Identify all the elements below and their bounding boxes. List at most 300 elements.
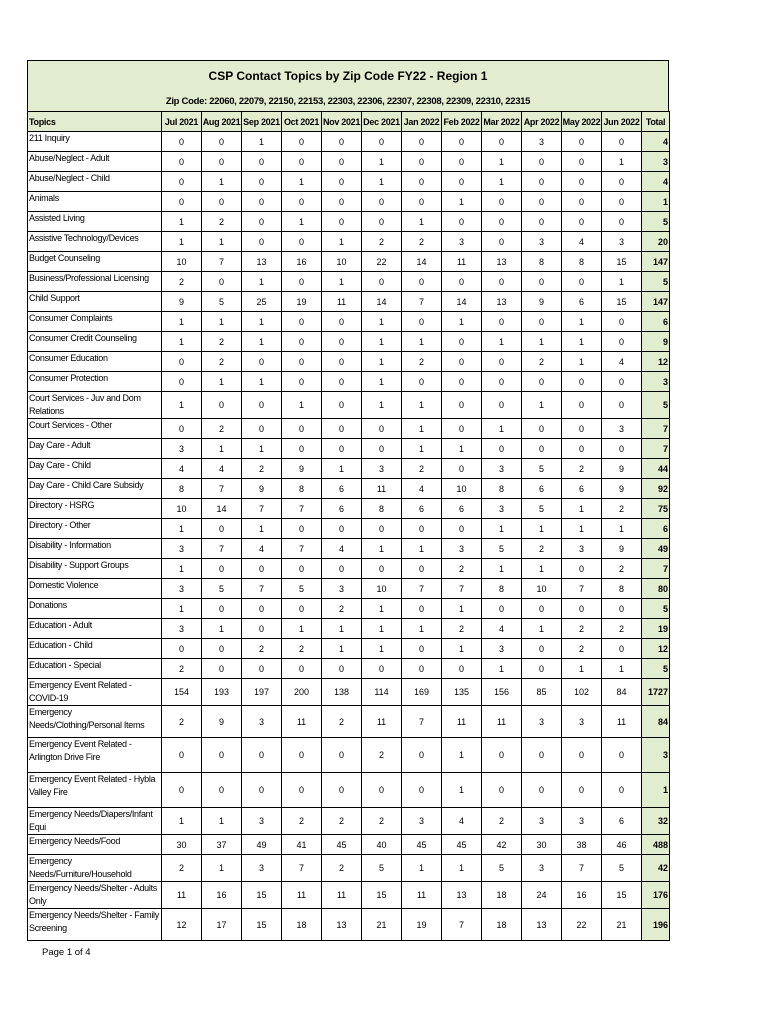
month-value-cell: 3 (162, 619, 202, 639)
month-value-cell: 0 (602, 639, 642, 659)
month-value-cell: 3 (562, 808, 602, 835)
month-value-cell: 1 (202, 172, 242, 192)
month-value-cell: 2 (322, 855, 362, 882)
month-value-cell: 2 (562, 639, 602, 659)
month-value-cell: 7 (402, 579, 442, 599)
month-value-cell: 0 (282, 419, 322, 439)
topic-cell: Consumer Credit Counseling (28, 332, 162, 352)
zip-code-list: Zip Code: 22060, 22079, 22150, 22153, 22303, 22306, 22307, 22308, 22309, 22310, 22315 (165, 96, 531, 107)
topic-cell: Assisted Living (28, 212, 162, 232)
month-value-cell: 1 (242, 372, 282, 392)
month-value-cell: 19 (402, 909, 442, 941)
total-cell: 176 (642, 882, 670, 909)
month-value-cell: 0 (242, 392, 282, 419)
month-value-cell: 16 (562, 882, 602, 909)
month-value-cell: 14 (402, 252, 442, 272)
month-value-cell: 0 (242, 738, 282, 773)
topic-cell: Emergency Needs/Shelter - Adults Only (28, 882, 162, 909)
month-value-cell: 193 (202, 679, 242, 706)
month-value-cell: 0 (322, 519, 362, 539)
month-value-cell: 13 (242, 252, 282, 272)
topic-cell: Day Care - Adult (28, 439, 162, 459)
month-value-cell: 0 (522, 372, 562, 392)
month-value-cell: 0 (322, 659, 362, 679)
month-value-cell: 2 (242, 639, 282, 659)
column-header-month: Jun 2022 (602, 112, 642, 132)
table-row (28, 272, 670, 292)
month-value-cell: 154 (162, 679, 202, 706)
table-row (28, 679, 670, 706)
month-value-cell: 1 (602, 519, 642, 539)
month-value-cell: 1 (362, 352, 402, 372)
month-value-cell: 0 (442, 519, 482, 539)
month-value-cell: 3 (602, 232, 642, 252)
month-value-cell: 0 (442, 459, 482, 479)
month-value-cell: 10 (442, 479, 482, 499)
month-value-cell: 0 (602, 392, 642, 419)
table-row (28, 519, 670, 539)
month-value-cell: 1 (162, 212, 202, 232)
month-value-cell: 0 (402, 519, 442, 539)
month-value-cell: 1 (482, 152, 522, 172)
month-value-cell: 0 (362, 559, 402, 579)
month-value-cell: 7 (282, 539, 322, 559)
month-value-cell: 9 (162, 292, 202, 312)
month-value-cell: 0 (442, 132, 482, 152)
column-header-month: Mar 2022 (482, 112, 522, 132)
month-value-cell: 1 (402, 332, 442, 352)
month-value-cell: 1 (362, 539, 402, 559)
month-value-cell: 10 (362, 579, 402, 599)
table-row (28, 252, 670, 272)
month-value-cell: 0 (362, 192, 402, 212)
month-value-cell: 7 (282, 499, 322, 519)
month-value-cell: 0 (282, 272, 322, 292)
month-value-cell: 0 (362, 419, 402, 439)
total-cell: 9 (642, 332, 670, 352)
month-value-cell: 0 (482, 212, 522, 232)
topic-cell: Court Services - Juv and Dom Relations (28, 392, 162, 419)
column-header-month: Jul 2021 (162, 112, 202, 132)
month-value-cell: 1 (362, 599, 402, 619)
topic-cell: Directory - Other (28, 519, 162, 539)
month-value-cell: 0 (522, 152, 562, 172)
month-value-cell: 2 (602, 559, 642, 579)
month-value-cell: 5 (602, 855, 642, 882)
month-value-cell: 0 (562, 272, 602, 292)
table-row (28, 559, 670, 579)
month-value-cell: 2 (562, 459, 602, 479)
month-value-cell: 9 (242, 479, 282, 499)
table-row (28, 599, 670, 619)
month-value-cell: 3 (242, 706, 282, 738)
topic-cell: Day Care - Child Care Subsidy (28, 479, 162, 499)
table-row (28, 639, 670, 659)
total-cell: 19 (642, 619, 670, 639)
month-value-cell: 4 (482, 619, 522, 639)
month-value-cell: 2 (482, 808, 522, 835)
month-value-cell: 19 (282, 292, 322, 312)
table-row (28, 419, 670, 439)
month-value-cell: 37 (202, 835, 242, 855)
month-value-cell: 8 (482, 579, 522, 599)
total-cell: 1 (642, 773, 670, 808)
month-value-cell: 1 (362, 619, 402, 639)
month-value-cell: 1 (322, 639, 362, 659)
month-value-cell: 0 (402, 272, 442, 292)
month-value-cell: 1 (402, 392, 442, 419)
month-value-cell: 0 (482, 192, 522, 212)
month-value-cell: 1 (442, 312, 482, 332)
month-value-cell: 1 (242, 132, 282, 152)
month-value-cell: 0 (162, 639, 202, 659)
month-value-cell: 6 (322, 479, 362, 499)
month-value-cell: 13 (482, 292, 522, 312)
month-value-cell: 3 (482, 499, 522, 519)
column-header-month: Sep 2021 (242, 112, 282, 132)
month-value-cell: 0 (242, 619, 282, 639)
table-row (28, 738, 670, 773)
topic-cell: Education - Special (28, 659, 162, 679)
month-value-cell: 1 (242, 272, 282, 292)
month-value-cell: 6 (522, 479, 562, 499)
month-value-cell: 1 (522, 559, 562, 579)
table-row (28, 172, 670, 192)
month-value-cell: 0 (282, 352, 322, 372)
month-value-cell: 0 (442, 332, 482, 352)
month-value-cell: 4 (202, 459, 242, 479)
month-value-cell: 11 (442, 706, 482, 738)
month-value-cell: 1 (562, 352, 602, 372)
month-value-cell: 200 (282, 679, 322, 706)
month-value-cell: 18 (482, 882, 522, 909)
month-value-cell: 0 (282, 773, 322, 808)
topic-cell: Consumer Protection (28, 372, 162, 392)
month-value-cell: 0 (162, 192, 202, 212)
table-row (28, 579, 670, 599)
month-value-cell: 1 (282, 392, 322, 419)
month-value-cell: 0 (562, 439, 602, 459)
topic-cell: Child Support (28, 292, 162, 312)
total-cell: 7 (642, 559, 670, 579)
month-value-cell: 6 (442, 499, 482, 519)
month-value-cell: 0 (562, 419, 602, 439)
month-value-cell: 0 (602, 132, 642, 152)
month-value-cell: 1 (242, 439, 282, 459)
month-value-cell: 0 (402, 773, 442, 808)
month-value-cell: 0 (202, 773, 242, 808)
topic-cell: Consumer Education (28, 352, 162, 372)
topic-cell: Court Services - Other (28, 419, 162, 439)
month-value-cell: 2 (522, 539, 562, 559)
month-value-cell: 0 (562, 599, 602, 619)
month-value-cell: 0 (442, 212, 482, 232)
total-cell: 5 (642, 212, 670, 232)
month-value-cell: 18 (282, 909, 322, 941)
month-value-cell: 0 (202, 272, 242, 292)
month-value-cell: 0 (242, 659, 282, 679)
column-header-month: Apr 2022 (522, 112, 562, 132)
month-value-cell: 3 (162, 539, 202, 559)
column-header-month: Nov 2021 (322, 112, 362, 132)
month-value-cell: 5 (202, 292, 242, 312)
month-value-cell: 0 (402, 172, 442, 192)
table-row (28, 499, 670, 519)
month-value-cell: 0 (242, 419, 282, 439)
month-value-cell: 13 (482, 252, 522, 272)
topic-cell: Animals (28, 192, 162, 212)
month-value-cell: 7 (562, 579, 602, 599)
month-value-cell: 0 (562, 192, 602, 212)
month-value-cell: 0 (322, 352, 362, 372)
month-value-cell: 0 (602, 738, 642, 773)
total-cell: 49 (642, 539, 670, 559)
page-number: Page 1 of 4 (42, 947, 91, 958)
month-value-cell: 1 (162, 332, 202, 352)
month-value-cell: 14 (362, 292, 402, 312)
month-value-cell: 1 (442, 439, 482, 459)
month-value-cell: 9 (202, 706, 242, 738)
month-value-cell: 0 (602, 312, 642, 332)
month-value-cell: 0 (602, 439, 642, 459)
month-value-cell: 1 (602, 272, 642, 292)
month-value-cell: 0 (562, 392, 602, 419)
month-value-cell: 13 (522, 909, 562, 941)
month-value-cell: 0 (242, 212, 282, 232)
month-value-cell: 0 (482, 312, 522, 332)
month-value-cell: 1 (162, 392, 202, 419)
total-cell: 3 (642, 372, 670, 392)
month-value-cell: 0 (522, 172, 562, 192)
month-value-cell: 0 (322, 152, 362, 172)
month-value-cell: 8 (162, 479, 202, 499)
month-value-cell: 7 (242, 579, 282, 599)
month-value-cell: 1 (202, 808, 242, 835)
month-value-cell: 45 (442, 835, 482, 855)
month-value-cell: 2 (202, 419, 242, 439)
table-row (28, 392, 670, 419)
month-value-cell: 0 (282, 559, 322, 579)
month-value-cell: 0 (202, 152, 242, 172)
month-value-cell: 0 (442, 419, 482, 439)
month-value-cell: 0 (162, 372, 202, 392)
month-value-cell: 1 (322, 619, 362, 639)
month-value-cell: 3 (562, 706, 602, 738)
total-cell: 12 (642, 639, 670, 659)
table-row (28, 882, 670, 909)
column-header-month: Oct 2021 (282, 112, 322, 132)
month-value-cell: 197 (242, 679, 282, 706)
topic-cell: Emergency Event Related - Hybla Valley Fire (28, 773, 162, 808)
month-value-cell: 0 (322, 439, 362, 459)
topic-cell: Emergency Needs/Food (28, 835, 162, 855)
month-value-cell: 156 (482, 679, 522, 706)
month-value-cell: 2 (162, 272, 202, 292)
month-value-cell: 0 (162, 738, 202, 773)
total-cell: 84 (642, 706, 670, 738)
month-value-cell: 2 (242, 459, 282, 479)
month-value-cell: 2 (162, 855, 202, 882)
month-value-cell: 0 (602, 372, 642, 392)
month-value-cell: 0 (602, 192, 642, 212)
total-cell: 5 (642, 272, 670, 292)
total-cell: 7 (642, 439, 670, 459)
month-value-cell: 49 (242, 835, 282, 855)
month-value-cell: 0 (242, 232, 282, 252)
month-value-cell: 1 (362, 152, 402, 172)
month-value-cell: 0 (402, 152, 442, 172)
total-cell: 5 (642, 392, 670, 419)
month-value-cell: 7 (202, 539, 242, 559)
month-value-cell: 138 (322, 679, 362, 706)
total-cell: 44 (642, 459, 670, 479)
month-value-cell: 0 (522, 312, 562, 332)
month-value-cell: 0 (522, 773, 562, 808)
month-value-cell: 0 (242, 352, 282, 372)
month-value-cell: 0 (242, 172, 282, 192)
month-value-cell: 0 (602, 599, 642, 619)
month-value-cell: 3 (442, 232, 482, 252)
month-value-cell: 1 (202, 312, 242, 332)
month-value-cell: 0 (602, 332, 642, 352)
month-value-cell: 6 (562, 479, 602, 499)
month-value-cell: 1 (522, 392, 562, 419)
month-value-cell: 0 (482, 272, 522, 292)
month-value-cell: 2 (282, 639, 322, 659)
table-row (28, 312, 670, 332)
month-value-cell: 0 (402, 639, 442, 659)
month-value-cell: 4 (322, 539, 362, 559)
month-value-cell: 1 (362, 392, 402, 419)
month-value-cell: 0 (282, 232, 322, 252)
month-value-cell: 0 (482, 372, 522, 392)
month-value-cell: 1 (162, 519, 202, 539)
topic-cell: Emergency Event Related - COVID-19 (28, 679, 162, 706)
month-value-cell: 0 (562, 132, 602, 152)
month-value-cell: 84 (602, 679, 642, 706)
topic-cell: Emergency Needs/Clothing/Personal Items (28, 706, 162, 738)
table-row (28, 479, 670, 499)
month-value-cell: 10 (522, 579, 562, 599)
month-value-cell: 15 (602, 882, 642, 909)
table-row (28, 539, 670, 559)
total-cell: 4 (642, 172, 670, 192)
month-value-cell: 1 (162, 312, 202, 332)
month-value-cell: 22 (362, 252, 402, 272)
month-value-cell: 3 (242, 855, 282, 882)
month-value-cell: 0 (442, 172, 482, 192)
month-value-cell: 16 (282, 252, 322, 272)
month-value-cell: 0 (282, 132, 322, 152)
month-value-cell: 9 (282, 459, 322, 479)
topic-cell: Abuse/Neglect - Adult (28, 152, 162, 172)
month-value-cell: 1 (362, 332, 402, 352)
month-value-cell: 5 (202, 579, 242, 599)
month-value-cell: 40 (362, 835, 402, 855)
month-value-cell: 1 (442, 599, 482, 619)
report-header (27, 60, 669, 111)
month-value-cell: 0 (162, 773, 202, 808)
month-value-cell: 0 (402, 192, 442, 212)
month-value-cell: 1 (442, 773, 482, 808)
month-value-cell: 1 (482, 519, 522, 539)
month-value-cell: 11 (282, 706, 322, 738)
month-value-cell: 3 (522, 232, 562, 252)
month-value-cell: 18 (482, 909, 522, 941)
month-value-cell: 9 (602, 459, 642, 479)
month-value-cell: 0 (522, 439, 562, 459)
month-value-cell: 1 (362, 372, 402, 392)
month-value-cell: 0 (242, 192, 282, 212)
month-value-cell: 6 (602, 808, 642, 835)
month-value-cell: 0 (442, 352, 482, 372)
total-cell: 92 (642, 479, 670, 499)
month-value-cell: 4 (562, 232, 602, 252)
month-value-cell: 21 (602, 909, 642, 941)
month-value-cell: 1 (362, 172, 402, 192)
month-value-cell: 1 (362, 312, 402, 332)
month-value-cell: 45 (402, 835, 442, 855)
month-value-cell: 0 (322, 559, 362, 579)
month-value-cell: 1 (442, 738, 482, 773)
month-value-cell: 14 (202, 499, 242, 519)
month-value-cell: 1 (442, 192, 482, 212)
month-value-cell: 3 (522, 706, 562, 738)
month-value-cell: 3 (522, 855, 562, 882)
month-value-cell: 2 (402, 232, 442, 252)
month-value-cell: 5 (482, 539, 522, 559)
month-value-cell: 0 (522, 192, 562, 212)
month-value-cell: 41 (282, 835, 322, 855)
topic-cell: Disability - Support Groups (28, 559, 162, 579)
topic-cell: Emergency Needs/Diapers/Infant Equi (28, 808, 162, 835)
month-value-cell: 0 (442, 152, 482, 172)
month-value-cell: 0 (282, 738, 322, 773)
month-value-cell: 0 (562, 152, 602, 172)
topic-cell: Education - Child (28, 639, 162, 659)
month-value-cell: 114 (362, 679, 402, 706)
month-value-cell: 15 (602, 252, 642, 272)
month-value-cell: 3 (322, 579, 362, 599)
month-value-cell: 0 (242, 599, 282, 619)
month-value-cell: 0 (242, 773, 282, 808)
month-value-cell: 30 (522, 835, 562, 855)
month-value-cell: 0 (482, 352, 522, 372)
topic-cell: 211 Inquiry (28, 132, 162, 152)
month-value-cell: 11 (362, 479, 402, 499)
month-value-cell: 0 (402, 559, 442, 579)
month-value-cell: 0 (402, 738, 442, 773)
month-value-cell: 1 (162, 559, 202, 579)
month-value-cell: 0 (402, 659, 442, 679)
month-value-cell: 1 (522, 619, 562, 639)
month-value-cell: 1 (482, 419, 522, 439)
table-row (28, 332, 670, 352)
month-value-cell: 2 (442, 619, 482, 639)
month-value-cell: 0 (322, 392, 362, 419)
month-value-cell: 0 (242, 152, 282, 172)
month-value-cell: 0 (602, 212, 642, 232)
month-value-cell: 0 (162, 152, 202, 172)
month-value-cell: 3 (162, 439, 202, 459)
month-value-cell: 0 (442, 272, 482, 292)
total-cell: 147 (642, 292, 670, 312)
month-value-cell: 1 (202, 439, 242, 459)
month-value-cell: 5 (282, 579, 322, 599)
total-cell: 20 (642, 232, 670, 252)
month-value-cell: 0 (402, 132, 442, 152)
month-value-cell: 0 (402, 312, 442, 332)
